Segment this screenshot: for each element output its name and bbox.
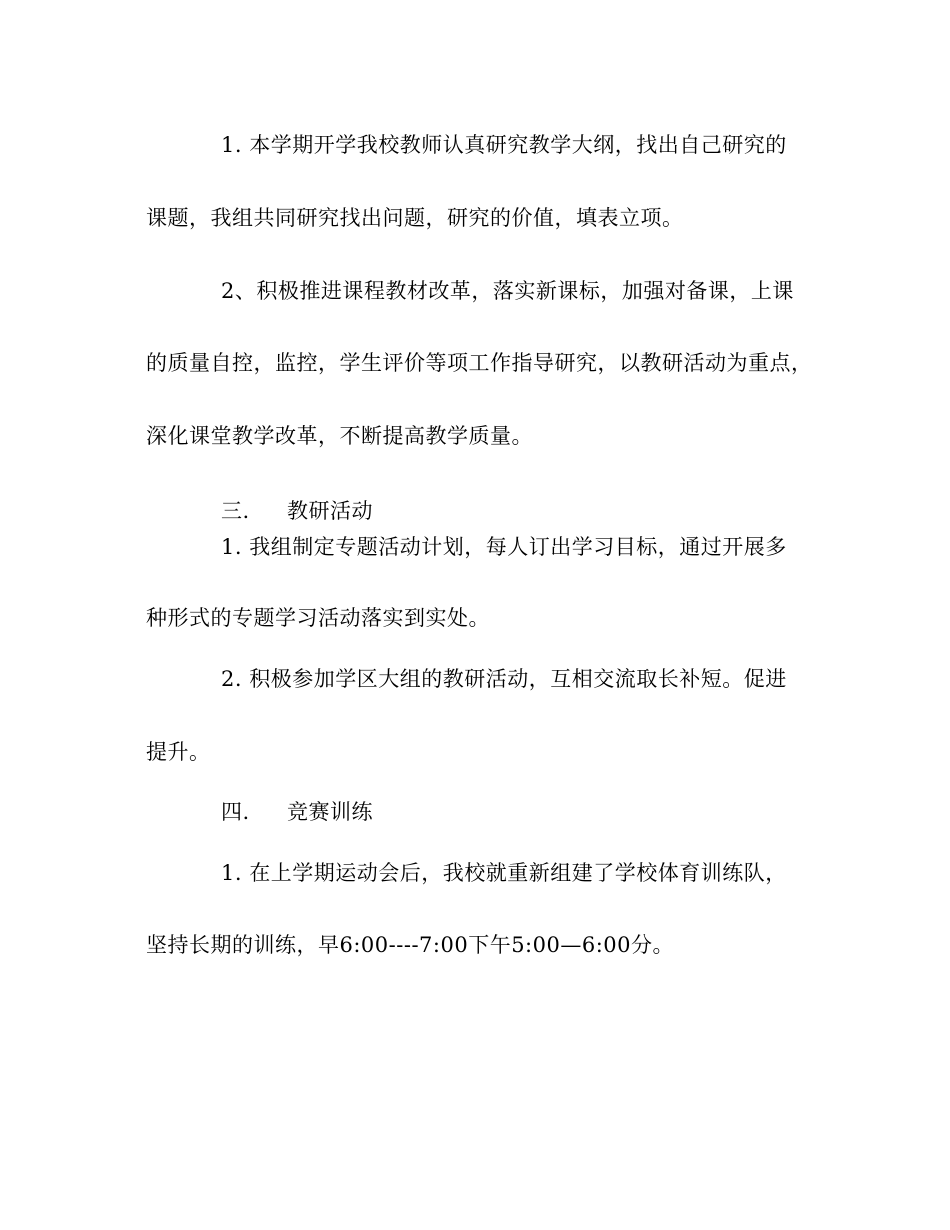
paragraph-line: 1. 本学期开学我校教师认真研究教学大纲，找出自己研究的 [221, 133, 787, 157]
section-title: 教研活动 [287, 499, 373, 523]
section-number: 四. [221, 800, 250, 824]
paragraph-line: 的质量自控，监控，学生评价等项工作指导研究，以教研活动为重点， [146, 351, 813, 375]
section-heading [221, 496, 831, 526]
paragraph-line: 1. 我组制定专题活动计划，每人订出学习目标，通过开展多 [221, 535, 787, 559]
paragraph-line: 深化课堂教学改革，不断提高教学质量。 [146, 424, 533, 448]
paragraph-line: 课题，我组共同研究找出问题，研究的价值，填表立项。 [146, 206, 684, 230]
section-title: 竞赛训练 [287, 800, 373, 824]
paragraph-line: 1. 在上学期运动会后，我校就重新组建了学校体育训练队， [221, 861, 787, 885]
section-number: 三. [221, 499, 250, 523]
paragraph-line: 种形式的专题学习活动落实到实处。 [146, 606, 490, 630]
paragraph-line: 2、积极推进课程教材改革，落实新课标，加强对备课，上课 [221, 279, 794, 303]
section-heading [221, 797, 831, 827]
paragraph-line: 提升。 [146, 740, 211, 764]
paragraph-line: 坚持长期的训练，早6:00----7:00下午5:00—6:00分。 [146, 933, 675, 957]
paragraph-line: 2. 积极参加学区大组的教研活动，互相交流取长补短。促进 [221, 667, 787, 691]
